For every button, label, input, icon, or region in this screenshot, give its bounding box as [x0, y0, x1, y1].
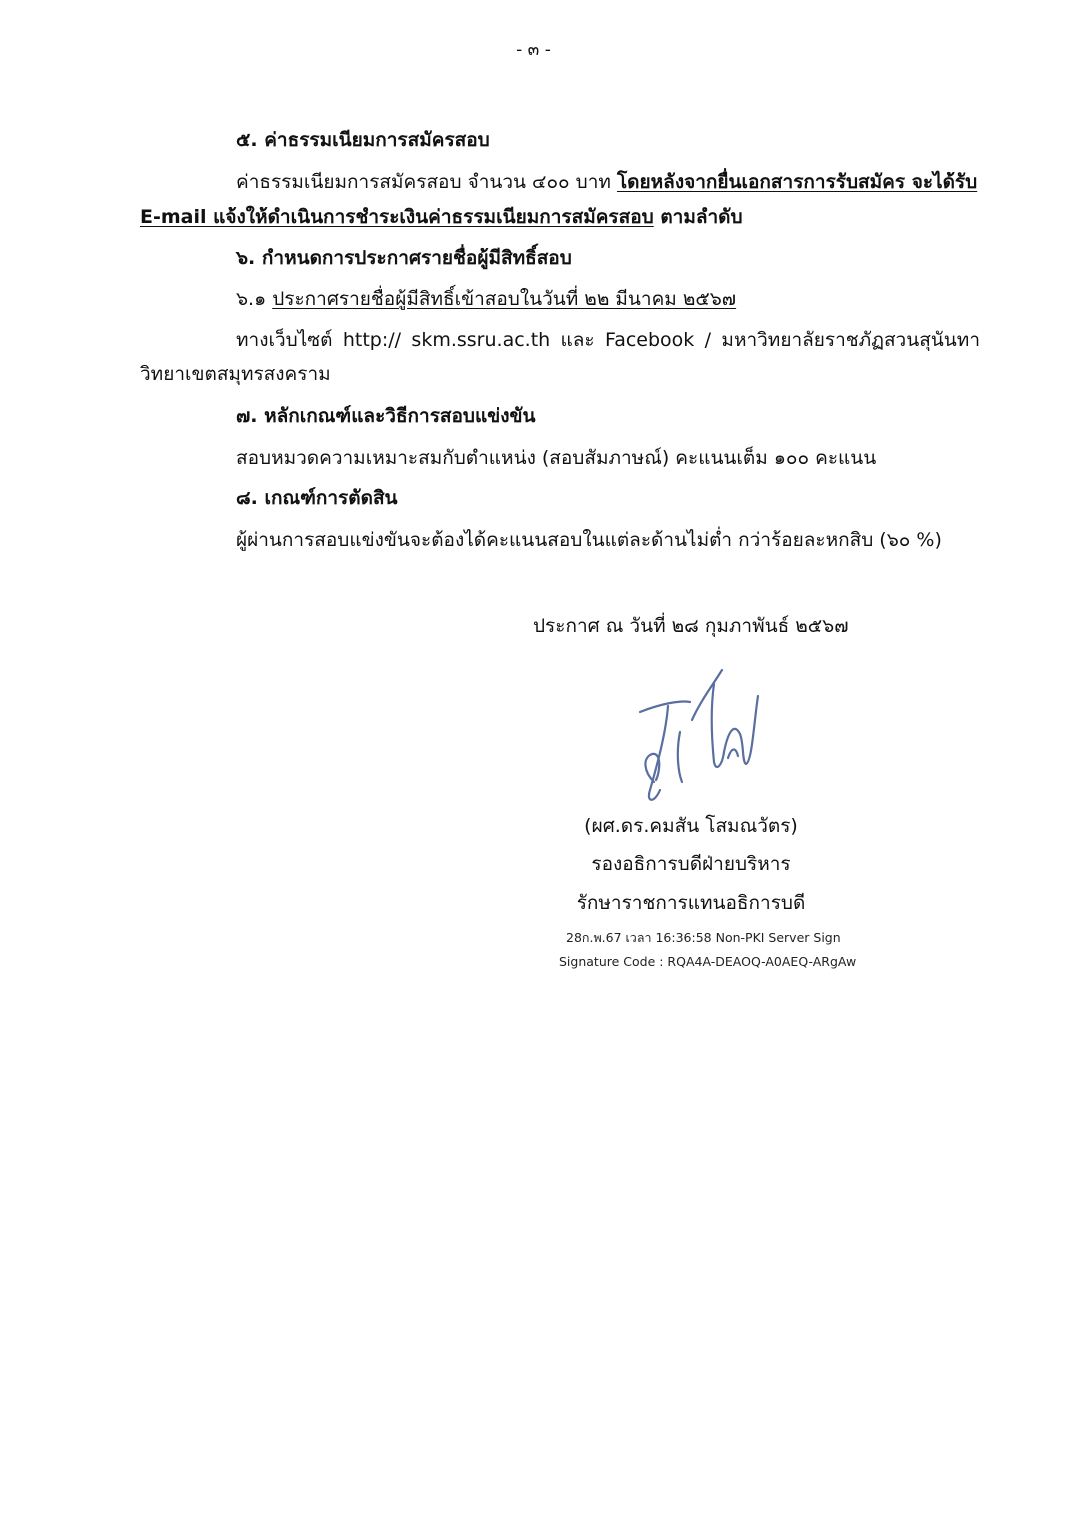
- section5-order-text: ตามลำดับ: [653, 206, 743, 228]
- section8-body: ผู้ผ่านการสอบแข่งขันจะต้องได้คะแนนสอบในแต่ละด้านไม่ต่ำ กว่าร้อยละหกสิบ (๖๐ %): [236, 529, 942, 551]
- section7-heading: ๗. หลักเกณฑ์และวิธีการสอบแข่งขัน: [236, 405, 536, 427]
- section6-heading: ๖. กำหนดการประกาศรายชื่อผู้มีสิทธิ์สอบ: [236, 247, 572, 269]
- section6-item-1: [236, 287, 736, 311]
- facebook-word: Facebook: [605, 329, 695, 351]
- signatory-name: (ผศ.ดร.คมสัน โสมณวัตร): [584, 815, 798, 837]
- e-signature-code: Signature Code : RQA4A-DEAOQ-A0AEQ-ARgAw: [559, 954, 857, 969]
- section6-item-number: ๖.๑: [236, 288, 273, 310]
- signatory-acting-position: รักษาราชการแทนอธิการบดี: [576, 892, 806, 914]
- university-name: มหาวิทยาลัยราชภัฏสวนสุนันทา: [721, 329, 980, 351]
- section5-paragraph-line2: [140, 205, 743, 229]
- page-number: - ๓ -: [516, 40, 551, 60]
- website-word: และ: [560, 329, 595, 351]
- e-signature-stamp: 28ก.พ.67 เวลา 16:36:58 Non-PKI Server Sign: [566, 930, 841, 945]
- announcement-date: ประกาศ ณ วันที่ ๒๘ กุมภาพันธ์ ๒๕๖๗: [533, 615, 849, 637]
- handwritten-signature: [630, 662, 770, 812]
- section5-email-notice-2: E-mail แจ้งให้ดำเนินการชำระเงินค่าธรรมเนียมการสมัครสอบ: [140, 206, 654, 228]
- section5-fee-text: ค่าธรรมเนียมการสมัครสอบ จำนวน ๔๐๐ บาท: [236, 171, 617, 193]
- section5-paragraph-line1: [236, 170, 977, 194]
- section7-body: สอบหมวดความเหมาะสมกับตำแหน่ง (สอบสัมภาษณ์) คะแนนเต็ม ๑๐๐ คะแนน: [236, 447, 877, 469]
- section6-announcement-date: ประกาศรายชื่อผู้มีสิทธิ์เข้าสอบในวันที่ ๒๒ มีนาคม ๒๕๖๗: [272, 288, 737, 310]
- signatory-position: รองอธิการบดีฝ่ายบริหาร: [591, 853, 791, 875]
- section8-heading: ๘. เกณฑ์การตัดสิน: [236, 487, 398, 509]
- section6-campus-line: วิทยาเขตสมุทรสงคราม: [140, 363, 331, 385]
- section6-website-line: [236, 328, 980, 352]
- website-word: http://: [342, 329, 402, 351]
- website-word: ทางเว็บไซต์: [236, 329, 333, 351]
- section5-email-notice-1: โดยหลังจากยื่นเอกสารการรับสมัคร จะได้รับ: [616, 171, 978, 193]
- website-word: /: [704, 329, 712, 351]
- section5-heading: ๕. ค่าธรรมเนียมการสมัครสอบ: [236, 129, 490, 151]
- website-url: skm.ssru.ac.th: [411, 329, 551, 351]
